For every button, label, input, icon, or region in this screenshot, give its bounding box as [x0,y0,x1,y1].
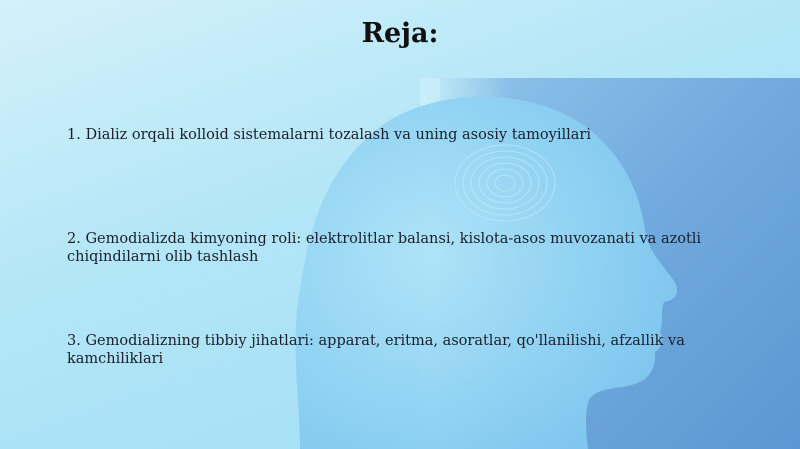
slide-title: Reja: [361,18,439,49]
list-item: 2. Gemodializda kimyoning roli: elektrolitlar balansi, kislota-asos muvozanati va azotli chiqindilarni olib tashlash [67,231,702,265]
list-item: 1. Dializ orqali kolloid sistemalarni tozalash va uning asosiy tamoyillari [67,127,591,143]
list-item: 3. Gemodializning tibbiy jihatlari: apparat, eritma, asoratlar, qo'llanilishi, afzallik va kamchiliklari [67,333,685,367]
